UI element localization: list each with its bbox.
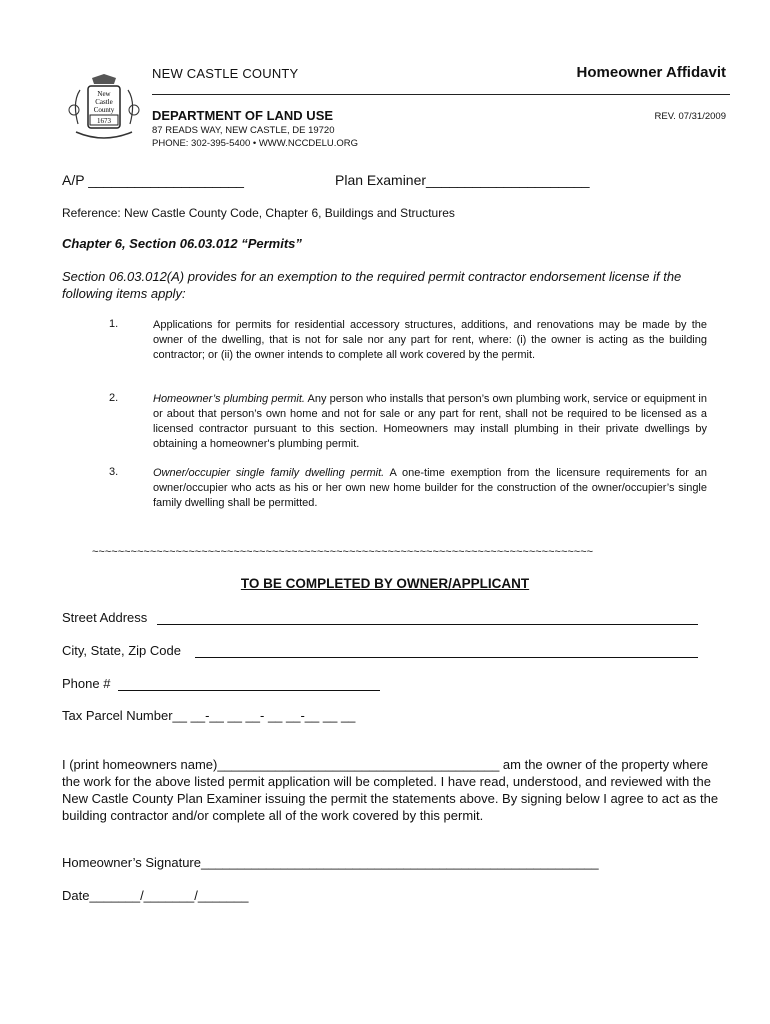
list-item [153,392,707,452]
city-state-zip-field[interactable] [195,657,698,658]
tax-parcel-field[interactable]: Tax Parcel Number__ __-__ __ __- __ __-__ __ __ [62,708,356,723]
item-text: A one-time exemption from the licensure requirements for an owner/occupier who acts as his or her own new home builder for the construction of the owner/occupier’s single family dwelling shall be permitted. [153,467,707,509]
signature-field[interactable]: Homeowner’s Signature_______________________________________________________ [62,855,599,870]
reference-line: Reference: New Castle County Code, Chapter 6, Buildings and Structures [62,206,455,220]
date-field[interactable]: Date_______/_______/_______ [62,888,249,903]
seal-text-2: Castle [95,98,113,106]
list-item [153,318,707,363]
phone-field[interactable] [118,690,380,691]
item-number: 1. [109,318,119,330]
item-text: Applications for permits for residential accessory structures, additions, and renovations may be made by the owner of the dwelling, that is not for sale nor any part for rent, where: (i) the owner is acting as the building contractor; or (ii) the owner intends to complete all work covered by the permit. [153,319,707,361]
list-item [153,466,707,511]
intro-paragraph: Section 06.03.012(A) provides for an exemption to the required permit contractor endorsement license if the following items apply: [62,269,682,301]
address-line: 87 READS WAY, NEW CASTLE, DE 19720 [152,125,335,136]
item-text: Any person who installs that person’s own plumbing work, service or equipment in or about that person’s own home and not for sale or any part for rent, shall not be required to be licensed as a licensed contractor pursuant to this section. Homeowners may install plumbing in their private dwellings by obtaining a homeowner's plumbing permit. [153,393,707,450]
header-rule [152,94,730,95]
county-name: NEW CASTLE COUNTY [152,66,299,81]
section-title-text: TO BE COMPLETED BY OWNER/APPLICANT [240,576,530,591]
seal-text-1: New [97,90,111,98]
item-lead: Owner/occupier single family dwelling permit. [153,467,385,479]
street-address-label: Street Address [62,610,148,625]
department-contact [152,125,358,150]
seal-text-3: County [93,106,115,114]
county-seal-logo [62,72,146,144]
street-address-field[interactable] [157,624,698,625]
seal-year: 1673 [97,117,111,125]
phone-label: Phone # [62,676,111,691]
chapter-heading: Chapter 6, Section 06.03.012 “Permits” [62,236,302,251]
tilde-separator: ~~~~~~~~~~~~~~~~~~~~~~~~~~~~~~~~~~~~~~~~~~~~~~~~~~~~~~~~~~~~~~~~~~~~~~~~~~~~~~ [92,546,594,558]
item-lead: Homeowner’s plumbing permit. [153,393,305,405]
revision-date: REV. 07/31/2009 [654,111,726,122]
plan-examiner-field[interactable]: Plan Examiner_____________________ [335,172,590,188]
owner-statement: I (print homeowners name)_______________________________________ am the owner of the property where the work for the above listed permit application will be completed. I have read, understood, and reviewed with the New Castle County Plan Examiner issuing the permit the statements above. By signing below I agree to act as the building contractor and/or complete all of the work covered by this permit. [62,757,719,823]
section-title [0,576,770,591]
phone-web-line: PHONE: 302-395-5400 • WWW.NCCDELU.ORG [152,137,359,149]
item-number: 3. [109,466,119,478]
department-name: DEPARTMENT OF LAND USE [152,108,334,123]
item-number: 2. [109,392,119,404]
city-state-zip-label: City, State, Zip Code [62,643,181,658]
document-title: Homeowner Affidavit [576,64,726,81]
ap-field[interactable]: A/P ____________________ [62,172,244,188]
